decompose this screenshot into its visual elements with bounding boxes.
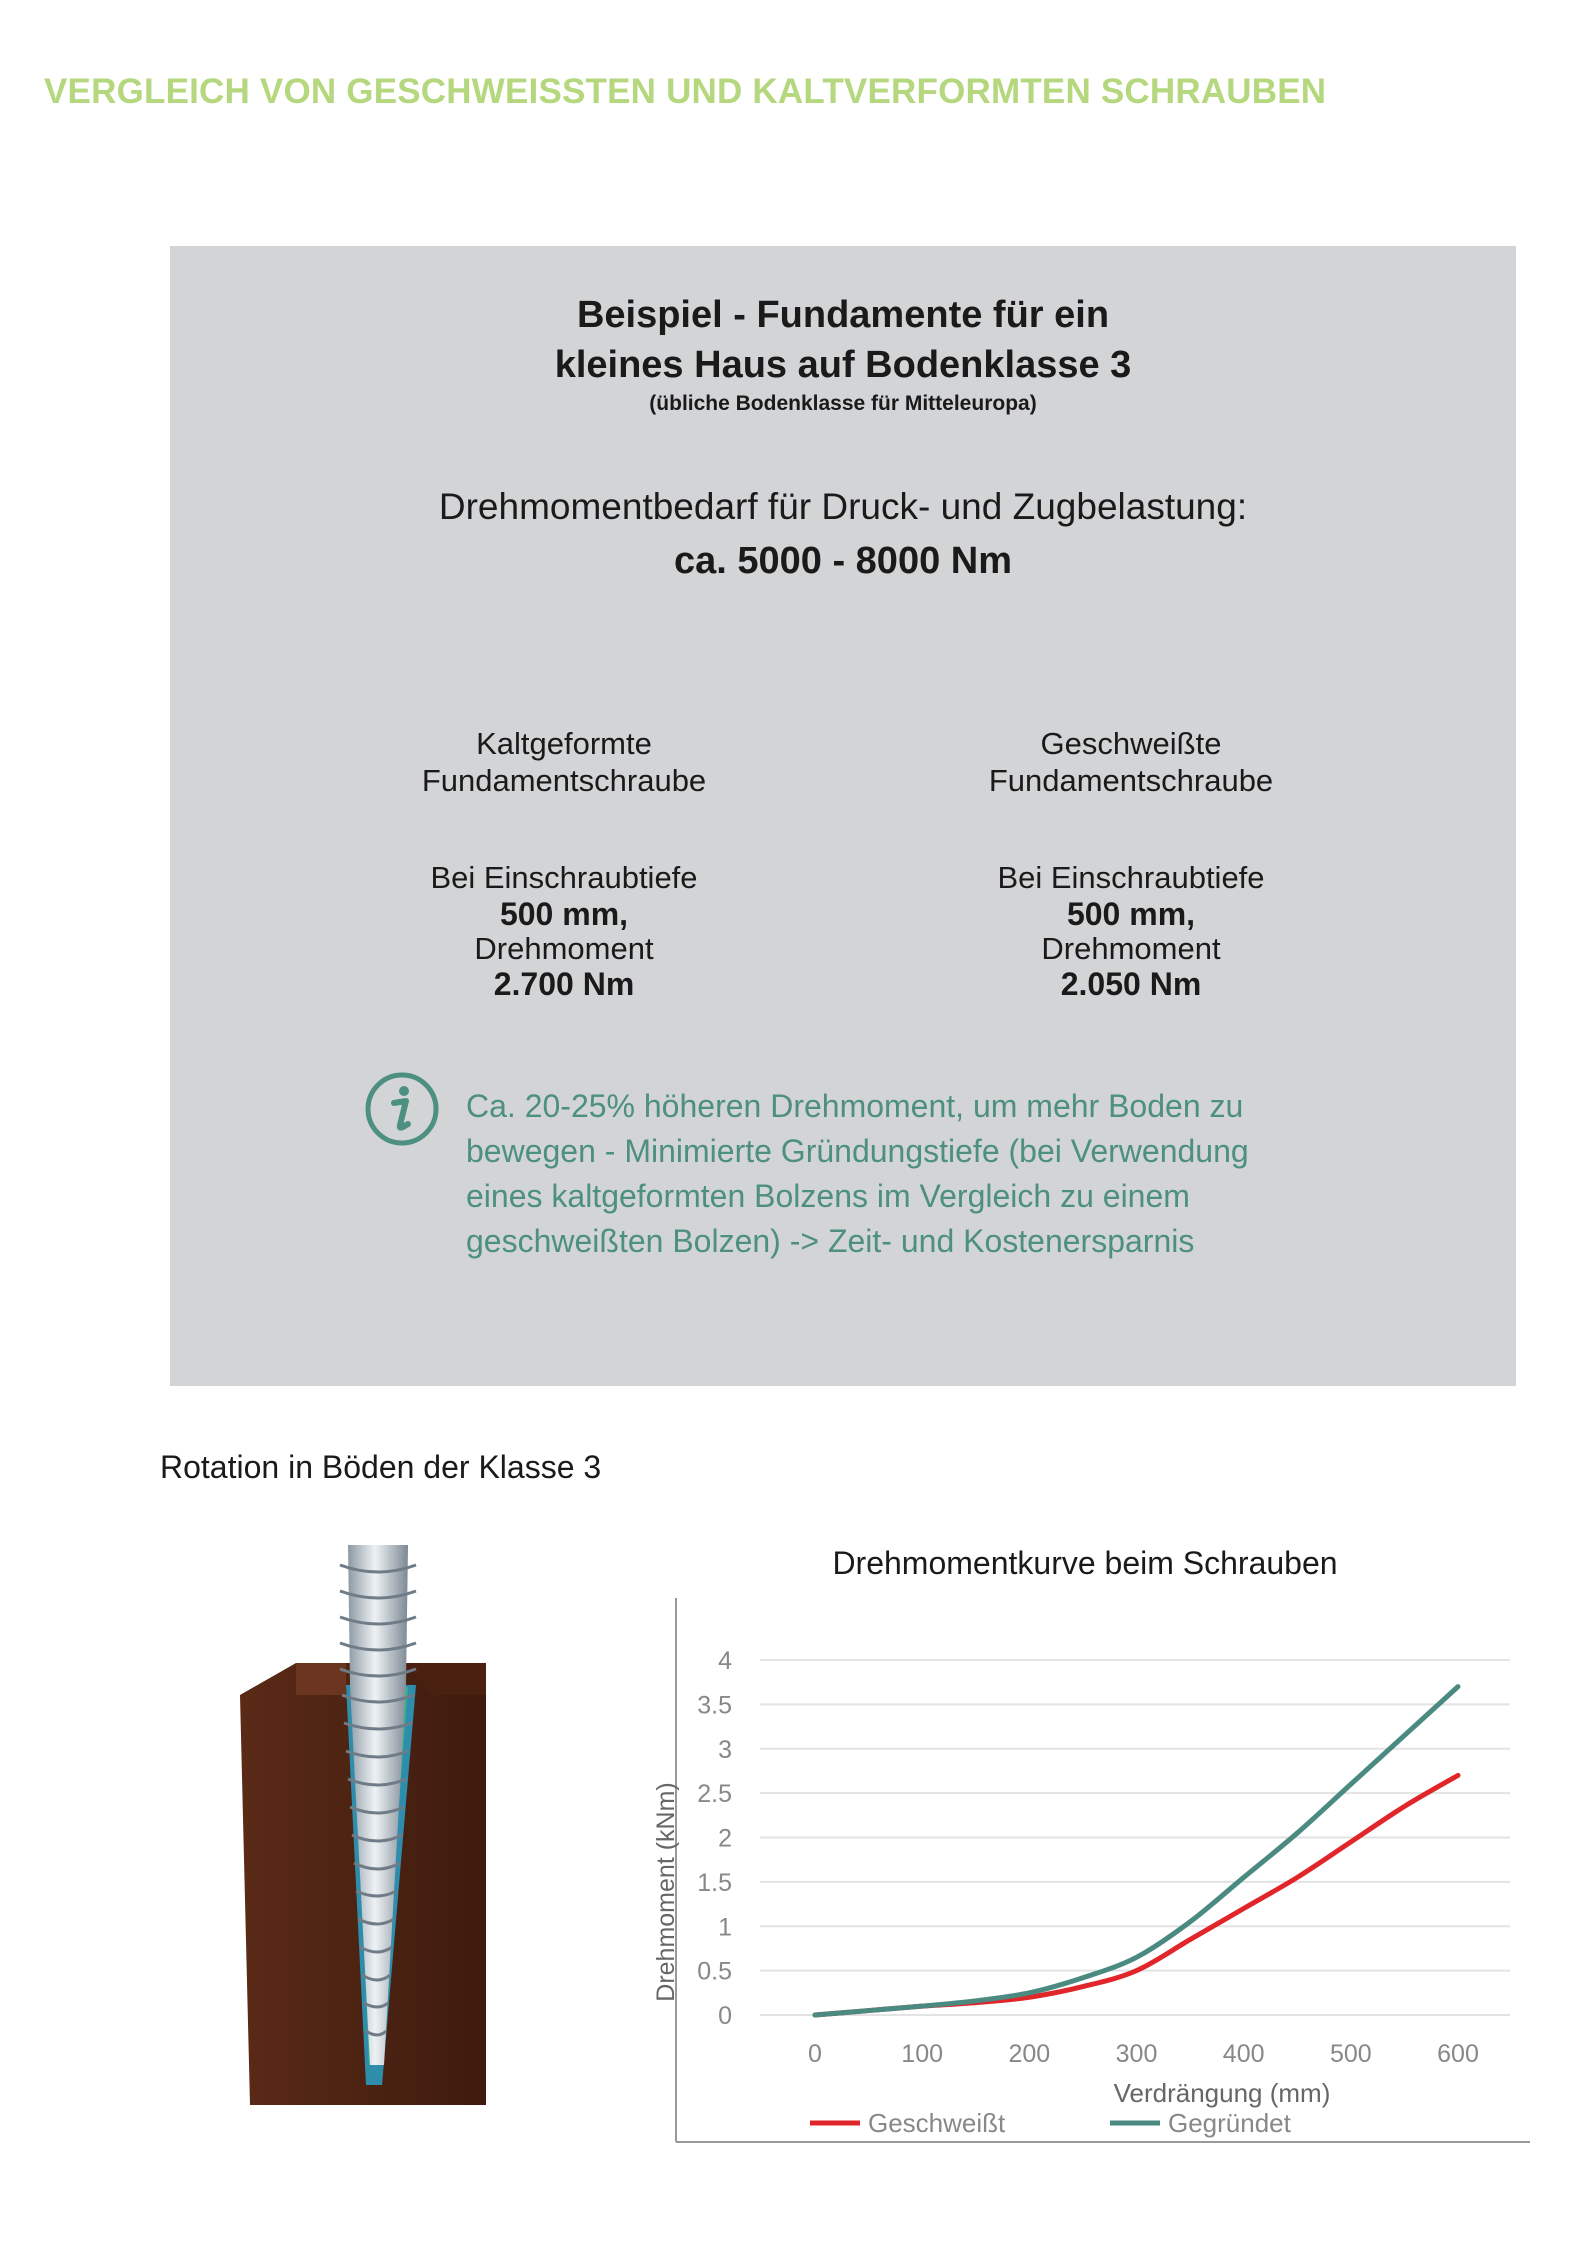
example-subtitle: (übliche Bodenklasse für Mitteleuropa) bbox=[649, 392, 1037, 415]
cold-formed-column bbox=[314, 725, 814, 1002]
section-label: Rotation in Böden der Klasse 3 bbox=[160, 1449, 602, 1485]
y-tick-label: 2.5 bbox=[697, 1780, 732, 1809]
x-axis-label: Verdrängung (mm) bbox=[1113, 2078, 1331, 2108]
screw-in-soil-illustration bbox=[236, 1545, 496, 2125]
page-title: VERGLEICH VON GESCHWEISSTEN UND KALTVERFORMTEN SCHRAUBEN bbox=[44, 72, 1327, 111]
depth-value: 500 mm, bbox=[499, 896, 629, 932]
x-tick-label: 400 bbox=[1222, 2040, 1265, 2068]
torque-label: Drehmoment bbox=[1041, 931, 1221, 966]
example-panel bbox=[170, 246, 1516, 1386]
legend-label-gegruendet: Gegründet bbox=[1168, 2108, 1291, 2138]
y-tick-label: 0 bbox=[718, 2002, 732, 2030]
info-text: Ca. 20-25% höheren Drehmoment, um mehr Boden zu bewegen - Minimierte Gründungstiefe (bei Verwendung eines kaltgeformten Bolzens im Vergleich zu einem geschweißten Bolzen) -> Zeit- und Kostenersparnis bbox=[466, 1088, 1249, 1259]
torque-requirement-label: Drehmomentbedarf für Druck- und Zugbelastung: bbox=[438, 486, 1248, 527]
y-tick-label: 4 bbox=[718, 1647, 732, 1675]
x-tick-label: 600 bbox=[1437, 2040, 1479, 2068]
column-name: Fundamentschraube bbox=[421, 763, 707, 798]
x-tick-label: 0 bbox=[808, 2040, 822, 2068]
y-tick-label: 1 bbox=[718, 1913, 732, 1942]
y-tick-label: 0.5 bbox=[697, 1957, 732, 1986]
depth-value: 500 mm, bbox=[1066, 896, 1196, 932]
series-line-0 bbox=[815, 1775, 1458, 2015]
y-tick-label: 3.5 bbox=[697, 1691, 732, 1720]
column-name: Kaltgeformte bbox=[476, 726, 652, 761]
x-tick-label: 100 bbox=[901, 2040, 944, 2068]
x-tick-label: 300 bbox=[1115, 2040, 1158, 2068]
depth-label: Bei Einschraubtiefe bbox=[997, 860, 1265, 895]
y-tick-label: 1.5 bbox=[697, 1868, 732, 1897]
legend-label-geschweisst: Geschweißt bbox=[868, 2108, 1006, 2138]
torque-label: Drehmoment bbox=[474, 931, 654, 966]
welded-column bbox=[881, 725, 1381, 1002]
info-circle-icon bbox=[364, 1071, 440, 1147]
x-tick-label: 200 bbox=[1008, 2040, 1051, 2068]
column-name: Geschweißte bbox=[1040, 726, 1222, 761]
column-name: Fundamentschraube bbox=[988, 763, 1274, 798]
torque-value: 2.050 Nm bbox=[1060, 966, 1202, 1002]
series-line-1 bbox=[815, 1687, 1458, 2015]
chart-title: Drehmomentkurve beim Schrauben bbox=[832, 1545, 1338, 1581]
torque-value: 2.700 Nm bbox=[493, 966, 635, 1002]
y-tick-label: 2 bbox=[718, 1824, 732, 1853]
torque-chart bbox=[640, 1580, 1540, 2160]
example-title: Beispiel - Fundamente für ein kleines Haus auf Bodenklasse 3 bbox=[554, 294, 1132, 386]
torque-requirement-value: ca. 5000 - 8000 Nm bbox=[673, 540, 1012, 582]
depth-label: Bei Einschraubtiefe bbox=[430, 860, 698, 895]
y-axis-label: Drehmoment (kNm) bbox=[652, 1782, 680, 2002]
y-tick-label: 3 bbox=[718, 1735, 732, 1764]
x-tick-label: 500 bbox=[1329, 2040, 1372, 2068]
